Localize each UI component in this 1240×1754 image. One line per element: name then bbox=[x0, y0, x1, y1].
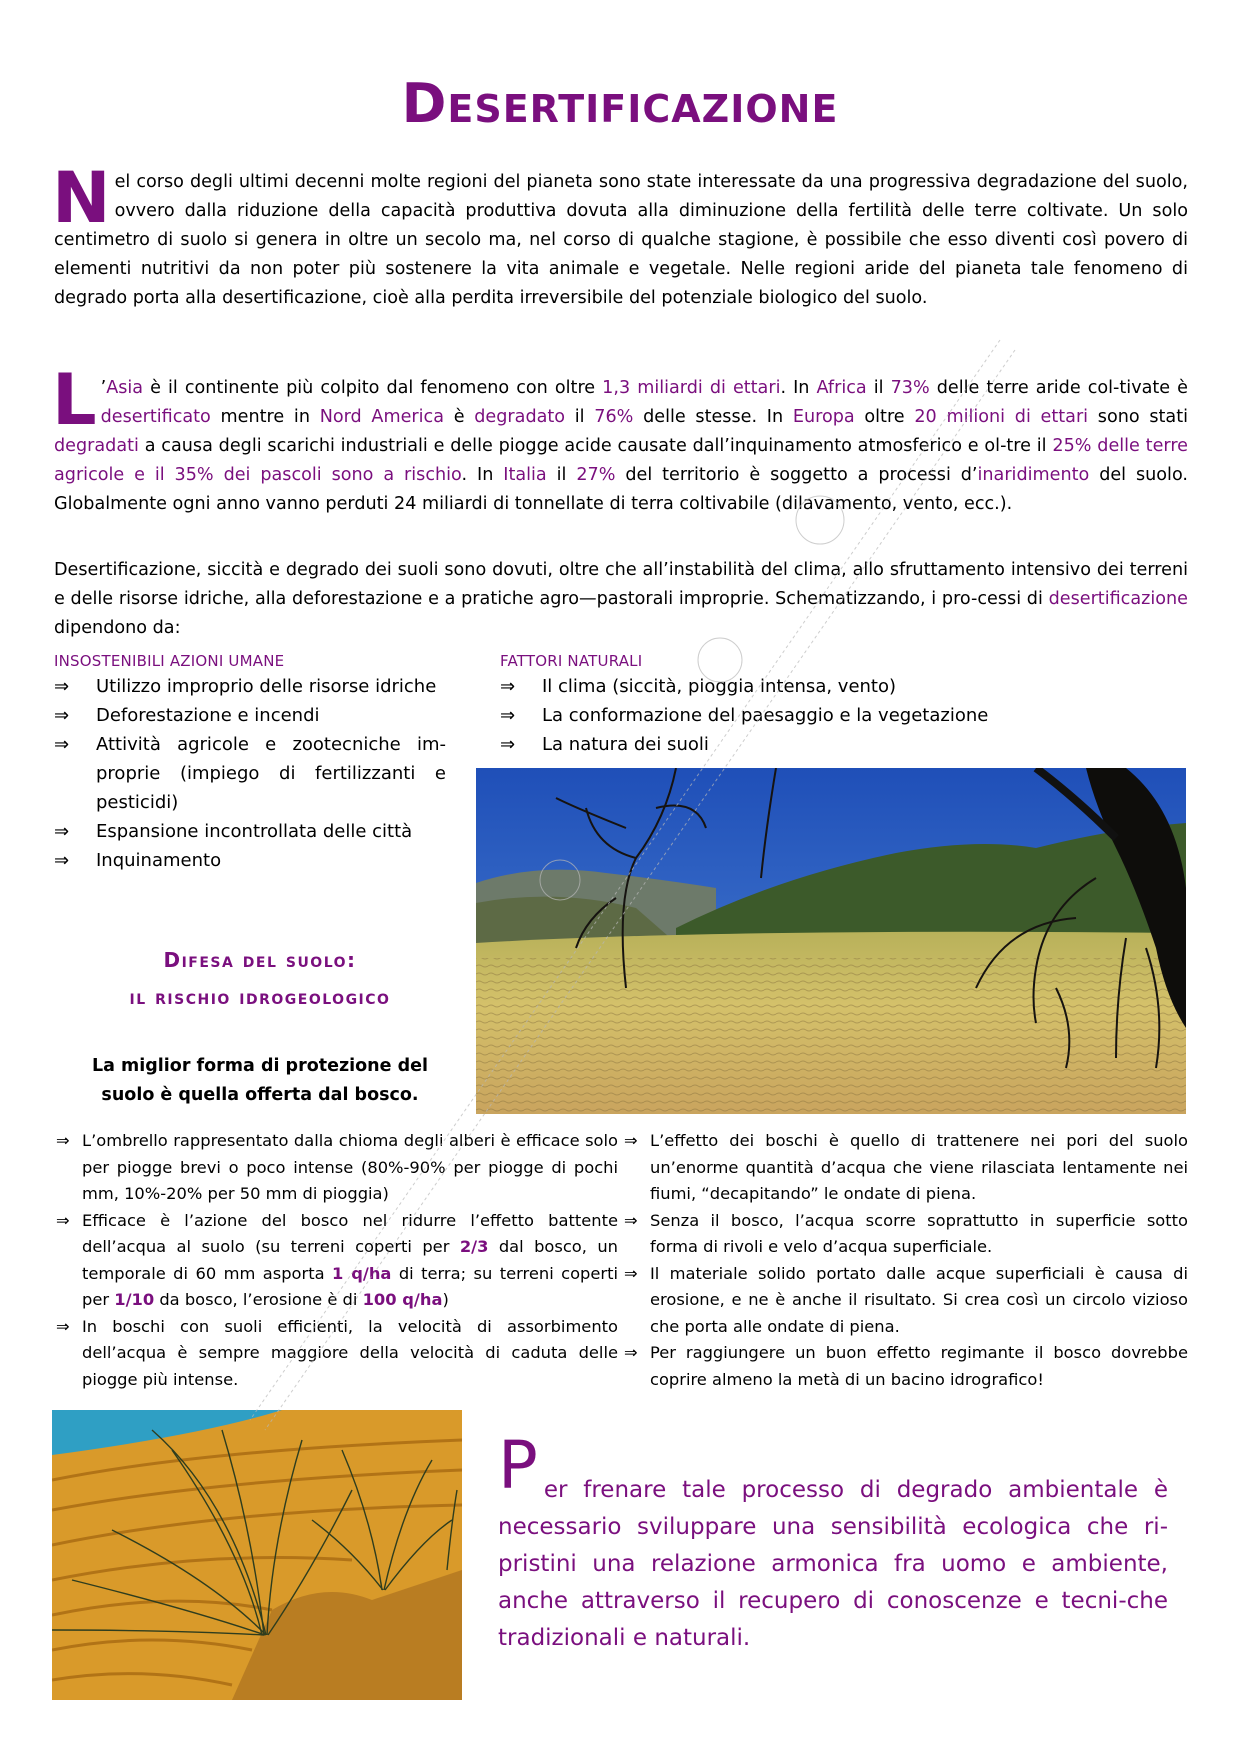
list-item bbox=[54, 846, 446, 875]
list-item bbox=[500, 701, 1190, 730]
list-item bbox=[58, 1314, 618, 1394]
text-segment: è bbox=[444, 407, 475, 427]
list-item-text: Efficace è l’azione del bosco nel ridurre l’effetto battente dell’acqua al suolo (su terreni coperti per bbox=[82, 1210, 618, 1256]
list-item bbox=[58, 1208, 618, 1314]
list-item bbox=[54, 701, 446, 730]
intro-text: el corso degli ultimi decenni molte regioni del pianeta sono state interessate da una progressiva degradazione del suolo, ovvero dalla riduzione della capacità produttiva dovuta alla diminuzione della fertilità delle terre coltivate. Un solo centimetro di suolo si genera in oltre un secolo ma, nel corso di qualche stagione, è possibile che esso diventi così povero di elementi nutritivi da non poter più sostenere la vita animale e vegetale. Nelle regioni aride del pianeta tale fenomeno di degrado porta alla desertificazione, cioè alla perdita irreversibile del potenziale biologico del suolo. bbox=[54, 172, 1188, 308]
list-item bbox=[54, 817, 446, 846]
highlighted-text: degradati bbox=[54, 436, 139, 456]
list-item-text: Senza il bosco, l’acqua scorre soprattutto in superficie sotto forma di rivoli e velo d’acqua superficiale. bbox=[650, 1210, 1188, 1256]
conclusion-dropcap: P bbox=[498, 1427, 538, 1504]
highlighted-text: 25% delle terre agricole e il 35% dei pascoli sono a rischio bbox=[54, 436, 1188, 485]
conclusion-paragraph bbox=[498, 1427, 1168, 1657]
forest-effects-left-list bbox=[58, 1128, 618, 1393]
highlighted-value: 100 q/ha bbox=[362, 1290, 443, 1309]
defense-heading bbox=[60, 942, 460, 1016]
list-item-text: L’effetto dei boschi è quello di trattenere nei pori del suolo un’enorme quantità d’acqua che viene rilasciata lentamente nei fiumi, “decapitando” le ondate di piena. bbox=[650, 1131, 1188, 1203]
natural-factors-section bbox=[500, 652, 1190, 759]
list-item-text: Attività agricole e zootecniche im-proprie (impiego di fertilizzanti e pesticidi) bbox=[96, 734, 446, 813]
list-item bbox=[626, 1261, 1188, 1341]
highlighted-text: Africa bbox=[816, 378, 867, 398]
list-item bbox=[626, 1128, 1188, 1208]
causes-text bbox=[54, 560, 1188, 638]
highlighted-value: 1/10 bbox=[114, 1290, 155, 1309]
text-segment: oltre bbox=[854, 407, 915, 427]
text-segment: a causa degli scarichi industriali e delle piogge acide causate dall’inquinamento atmosferico e ol-tre il bbox=[138, 436, 1053, 456]
stats-paragraph bbox=[52, 359, 1188, 519]
natural-factors-heading: FATTORI NATURALI bbox=[500, 652, 643, 670]
stats-text bbox=[54, 378, 1188, 514]
causes-paragraph bbox=[54, 556, 1188, 643]
list-item-text: La natura dei suoli bbox=[542, 734, 709, 755]
highlighted-text: degradato bbox=[474, 407, 566, 427]
list-item-text: dal bosco, un temporale di 60 mm asporta bbox=[82, 1237, 618, 1283]
dune-grass-image bbox=[52, 1410, 462, 1700]
list-item-text: La conformazione del paesaggio e la vegetazione bbox=[542, 705, 989, 726]
human-actions-section bbox=[54, 652, 446, 875]
highlighted-text: Italia bbox=[503, 465, 547, 485]
arrow-bullet-icon: ⇒ bbox=[56, 1131, 70, 1150]
arrow-bullet-icon: ⇒ bbox=[500, 734, 516, 755]
highlighted-value: 2/3 bbox=[459, 1237, 489, 1256]
text-segment: delle terre aride col-tivate è bbox=[929, 378, 1188, 398]
highlighted-text: 27% bbox=[576, 465, 616, 485]
arrow-bullet-icon: ⇒ bbox=[56, 1316, 70, 1336]
intro-dropcap: N bbox=[52, 157, 111, 239]
forest-effects-right-list bbox=[626, 1128, 1188, 1393]
arrow-bullet-icon: ⇒ bbox=[56, 1210, 70, 1230]
highlighted-text: 1,3 miliardi di ettari bbox=[602, 378, 781, 398]
highlighted-text: 76% bbox=[594, 407, 634, 427]
arrow-bullet-icon: ⇒ bbox=[624, 1263, 638, 1283]
highlighted-text: desertificato bbox=[100, 407, 211, 427]
text-segment: . In bbox=[780, 378, 817, 398]
list-item bbox=[54, 730, 446, 817]
human-actions-heading: INSOSTENIBILI AZIONI UMANE bbox=[54, 652, 285, 670]
human-actions-list bbox=[54, 672, 446, 875]
list-item bbox=[626, 1340, 1188, 1393]
text-segment: il bbox=[866, 378, 891, 398]
arrow-bullet-icon: ⇒ bbox=[500, 705, 516, 726]
highlighted-value: 1 q/ha bbox=[331, 1263, 392, 1283]
text-segment: del territorio è soggetto a processi d’ bbox=[615, 465, 978, 485]
text-segment: mentre in bbox=[210, 407, 320, 427]
text-segment: Desertificazione, siccità e degrado dei suoli sono dovuti, oltre che all’instabilità del clima, allo sfruttamento intensivo dei terreni e delle risorse idriche, alla deforestazione e a pratiche agro—pastorali improprie. Schematizzando, i pro-cessi di bbox=[54, 560, 1188, 609]
list-item-text: Per raggiungere un buon effetto regimante il bosco dovrebbe coprire almeno la metà di un bacino idrografico! bbox=[650, 1343, 1188, 1389]
highlighted-text: Europa bbox=[792, 407, 855, 427]
text-segment: sono stati bbox=[1088, 407, 1188, 427]
list-item bbox=[626, 1208, 1188, 1261]
text-segment: delle stesse. In bbox=[633, 407, 793, 427]
arrow-bullet-icon: ⇒ bbox=[624, 1210, 638, 1230]
highlighted-text: Asia bbox=[106, 378, 144, 398]
arrow-bullet-icon: ⇒ bbox=[54, 850, 70, 871]
highlighted-text: inaridimento bbox=[977, 465, 1090, 485]
defense-heading-line1: Difesa del suolo: bbox=[163, 948, 357, 972]
text-segment: il bbox=[546, 465, 577, 485]
list-item bbox=[500, 730, 1190, 759]
list-item-text: L’ombrello rappresentato dalla chioma degli alberi è efficace solo per piogge brevi o poco intense (80%-90% per piogge di pochi mm, 10%-20% per 50 mm di pioggia) bbox=[82, 1131, 618, 1203]
arrow-bullet-icon: ⇒ bbox=[624, 1343, 638, 1362]
conclusion-text: er frenare tale processo di degrado ambientale è necessario sviluppare una sensibilità ecologica che ri-pristini una relazione armonica fra uomo e ambiente, anche attraverso il recupero di conoscenze e tecni-che tradizionali e naturali. bbox=[498, 1477, 1168, 1651]
list-item-text: Il materiale solido portato dalle acque superficiali è causa di erosione, e ne è anche il risultato. Si crea così un circolo vizioso che porta alle ondate di piena. bbox=[650, 1263, 1188, 1336]
arrow-bullet-icon: ⇒ bbox=[624, 1131, 638, 1150]
highlighted-text: Nord America bbox=[319, 407, 444, 427]
list-item bbox=[58, 1128, 618, 1208]
list-item bbox=[500, 672, 1190, 701]
stats-dropcap: L bbox=[52, 359, 97, 441]
page-title: Desertificazione bbox=[401, 72, 839, 135]
text-segment: ’ bbox=[100, 378, 107, 398]
list-item-text: Espansione incontrollata delle città bbox=[96, 821, 413, 842]
list-item-text: Il clima (siccità, pioggia intensa, vento) bbox=[542, 676, 897, 697]
text-segment: è il continente più colpito dal fenomeno con oltre bbox=[143, 378, 603, 398]
list-item-text: Utilizzo improprio delle risorse idriche bbox=[96, 676, 437, 697]
natural-factors-list bbox=[500, 672, 1190, 759]
text-segment: il bbox=[565, 407, 595, 427]
list-item-text: ) bbox=[442, 1290, 449, 1309]
dry-landscape-photo bbox=[476, 768, 1186, 1114]
arrow-bullet-icon: ⇒ bbox=[54, 676, 70, 697]
list-item-text: da bosco, l’erosione è di bbox=[154, 1290, 363, 1309]
arrow-bullet-icon: ⇒ bbox=[54, 705, 70, 726]
defense-heading-line2: il rischio idrogeologico bbox=[129, 985, 391, 1009]
list-item bbox=[54, 672, 446, 701]
text-segment: dipendono da: bbox=[54, 618, 181, 638]
arrow-bullet-icon: ⇒ bbox=[54, 734, 70, 755]
dune-grass-photo bbox=[52, 1410, 462, 1700]
highlighted-text: 20 milioni di ettari bbox=[914, 407, 1089, 427]
text-segment: del suolo. Globalmente ogni anno vanno perduti 24 miliardi di tonnellate di terra coltivabile (dilavamento, vento, ecc.). bbox=[54, 465, 1188, 514]
arrow-bullet-icon: ⇒ bbox=[500, 676, 516, 697]
highlighted-text: 73% bbox=[890, 378, 930, 398]
intro-paragraph bbox=[52, 157, 1188, 313]
list-item-text: Deforestazione e incendi bbox=[96, 705, 320, 726]
arrow-bullet-icon: ⇒ bbox=[54, 821, 70, 842]
dry-landscape-image bbox=[476, 768, 1186, 1114]
defense-note: La miglior forma di protezione del suolo è quella offerta dal bosco. bbox=[91, 1056, 428, 1105]
text-segment: . In bbox=[461, 465, 504, 485]
highlighted-text: desertificazione bbox=[1048, 589, 1188, 609]
list-item-text: In boschi con suoli efficienti, la velocità di assorbimento dell’acqua è sempre maggiore della velocità di caduta delle piogge più intense. bbox=[82, 1316, 618, 1389]
list-item-text: di terra; su terreni coperti per bbox=[82, 1263, 618, 1309]
list-item-text: Inquinamento bbox=[96, 850, 222, 871]
